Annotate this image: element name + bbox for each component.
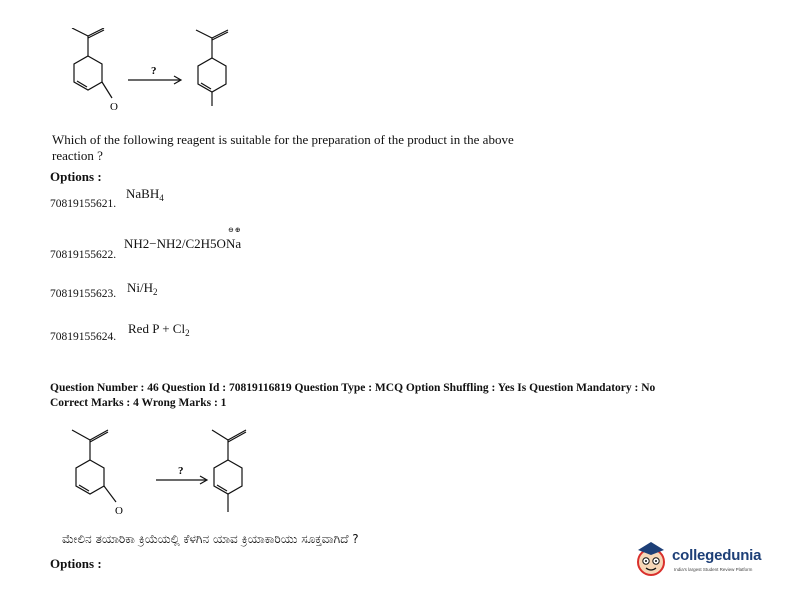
option-id-4: 70819155624.: [50, 331, 117, 343]
ketone-oxygen-label-bottom: O: [115, 505, 123, 517]
option-id-1: 70819155621.: [50, 198, 117, 210]
question-line-2: reaction ?: [52, 148, 103, 163]
collegedunia-logo: [634, 540, 784, 580]
option-id-2: 70819155622.: [50, 249, 117, 261]
options-heading-bottom: Options :: [50, 556, 102, 571]
option-formula-4: Red $P + Cl_2$: [128, 321, 190, 338]
question-46-meta-line-2: Correct Marks : 4 Wrong Marks : 1: [50, 397, 227, 409]
reaction-scheme-top: [50, 28, 250, 118]
ketone-oxygen-label: O: [110, 101, 118, 113]
reagent-arrow-label-bottom: ?: [178, 465, 184, 477]
option-formula-3: $Ni/H_2$: [127, 280, 158, 297]
option-formula-2: NH2−NH2/C2H5ONa: [124, 236, 242, 251]
logo-tagline: India's largest Student Review Platform: [674, 567, 753, 572]
options-heading-top: Options :: [50, 169, 102, 184]
question-46-meta-line-1: Question Number : 46 Question Id : 70819116819 Question Type : MCQ Option Shuffling : Yes Is Question Mandatory : No: [50, 382, 656, 394]
reagent-arrow-label: ?: [151, 65, 157, 77]
option-formula-1: NaBH$_4$: [126, 186, 164, 203]
logo-mascot-icon: [634, 540, 668, 578]
logo-wordmark: collegedunia: [672, 547, 762, 564]
option-id-3: 70819155623.: [50, 288, 117, 300]
question-text-top: [52, 132, 514, 164]
option-2-charges: ⊖⊕: [228, 226, 242, 234]
reaction-scheme-bottom: [52, 428, 262, 524]
question-line-1: Which of the following reagent is suitable for the preparation of the product in the above: [52, 132, 514, 147]
question-46-meta: [50, 381, 655, 411]
question-46-kannada-text: ಮೇಲಿನ ತಯಾರಿಕಾ ಕ್ರಿಯೆಯಲ್ಲಿ ಕೆಳಗಿನ ಯಾವ ಕ್ರಿಯಾಕಾರಿಯು ಸೂಕ್ತವಾಗಿದೆ ?: [62, 532, 359, 546]
